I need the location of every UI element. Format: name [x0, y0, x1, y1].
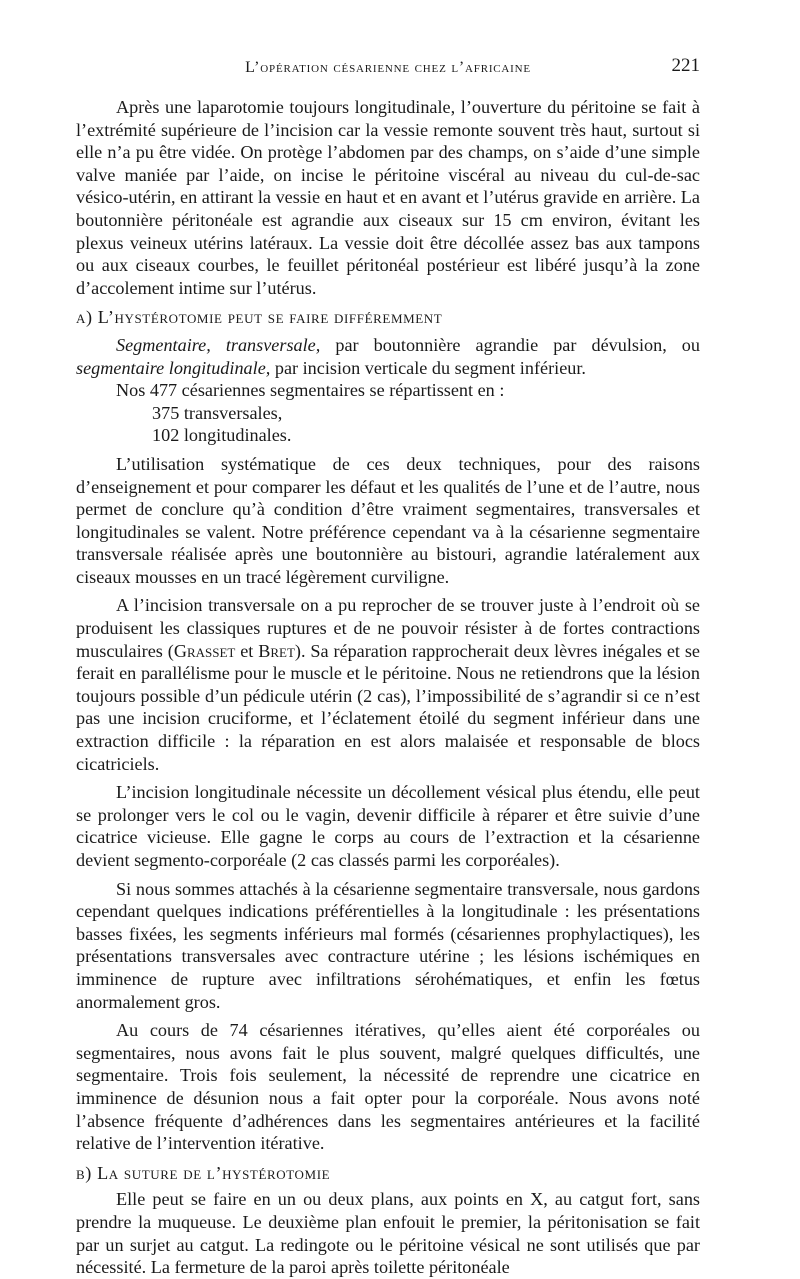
text-segment: par incision verticale du segment inférieur. [270, 357, 586, 378]
page-number: 221 [671, 55, 700, 76]
paragraph-incision-longitudinale: L’incision longitudinale nécessite un décollement vésical plus étendu, elle peut se prolonger vers le col ou le vagin, devenir difficile à réparer et être suivie d’une cicatrice vicieuse. Elle gagne le corps au cours de l’extraction et la césarienne devient segmento-corporéale (2 cas classés parmi les corporéales). [76, 782, 700, 870]
running-title: L’opération césarienne chez l’africaine [245, 59, 531, 76]
list-item-transversales: 375 transversales, [152, 402, 283, 423]
list-item-longitudinales: 102 longitudinales. [152, 425, 292, 446]
paragraph-laparotomy: Après une laparotomie toujours longitudinale, l’ouverture du péritoine se fait à l’extrémité supérieure de l’incision car la vessie remonte souvent très haut, surtout si elle n’a pu être vidée. On protège l’abdomen par des champs, on s’aide d’une simple valve maniée par l’aide, on incise le péritoine viscéral au niveau du cul-de-sac vésico-utérin, en attirant la vessie en haut et en avant et l’utérus gravide en arrière. La boutonnière péritonéale est agrandie aux ciseaux sur 15 cm environ, évitant les plexus veineux utérins latéraux. La vessie doit être décollée assez bas aux tampons ou aux ciseaux courbes, le feuillet péritonéal postérieur est libéré jusqu’à la zone d’accolement intime sur l’utérus. [76, 97, 700, 298]
section-heading-b: b) La suture de l’hystérotomie [76, 1162, 331, 1183]
page-header [76, 57, 700, 81]
paragraph-distribution: Nos 477 césariennes segmentaires se répartissent en : [116, 380, 505, 401]
paragraph-indications: Si nous sommes attachés à la césarienne segmentaire transversale, nous gardons cependant quelques indications préférentielles à la longitudinale : les présentations basses fixées, les segments inférieurs mal formés (césariennes prophylactiques), les présentations transversales avec contracture utérine ; les lésions ischémiques en imminence de rupture avec infiltrations sérohématiques, et enfin les fœtus anormalement gros. [76, 878, 700, 1012]
text-segment: A l’incision transversale on a pu reprocher de se trouver juste à l’endroit où se produisent les classiques ruptures et de ne pouvoir résister à de fortes contractions musculaires ( [76, 595, 700, 661]
paragraph-incision-transversale [76, 594, 700, 775]
text-segment: et [235, 640, 259, 661]
section-heading-a: a) L’hystérotomie peut se faire différemment [76, 307, 443, 328]
emphasis-longitudinale: segmentaire longitudinale, [76, 357, 271, 378]
page-body [76, 96, 700, 1279]
author-name: Grasset [173, 640, 236, 661]
paragraph-techniques [76, 334, 700, 379]
text-segment: ). Sa réparation rapprocherait deux lèvres inégales et se ferait en parallélisme pour le muscle et le péritoine. Nous ne retiendrons que la lésion toujours possible d’un pédicule utérin (2 cas), l’impossibilité de s’agrandir si ce n’est pas une incision cruciforme, et l’éclatement étoilé du segment inférieur dans une extraction difficile : la réparation en est alors malaisée et responsable de blocs cicatriciels. [76, 640, 700, 774]
emphasis-transversale: Segmentaire, transversale, [116, 334, 321, 355]
paragraph-suture: Elle peut se faire en un ou deux plans, aux points en X, au catgut fort, sans prendre la muqueuse. Le deuxième plan enfouit le premier, la péritonisation se fait par un surjet au catgut. La redingote ou le péritoine vésical ne sont utilisés que par nécessité. La fermeture de la paroi après toilette péritonéale [76, 1189, 700, 1278]
author-name: Bret [258, 640, 295, 661]
paragraph-utilisation: L’utilisation systématique de ces deux techniques, pour des raisons d’enseignement et pour comparer les défaut et les qualités de l’une et de l’autre, nous permet de conclure qu’à condition d’être vraiment segmentaires, transversales et longitudinales se valent. Notre préférence cependant va à la césarienne segmentaire transversale réalisée après une boutonnière au bistouri, agrandie latéralement aux ciseaux mousses en un tracé légèrement curviligne. [76, 453, 700, 587]
text-segment: par boutonnière agrandie par dévulsion, ou [320, 334, 700, 355]
paragraph-iteratives: Au cours de 74 césariennes itératives, qu’elles aient été corporéales ou segmentaires, nous avons fait le plus souvent, malgré quelques difficultés, une segmentaire. Trois fois seulement, la nécessité de reprendre une cicatrice en imminence de désunion nous a fait opter pour la corporéale. Nous avons noté l’absence fréquente d’adhérences dans les segmentaires antérieures et la facilité relative de l’intervention itérative. [76, 1020, 700, 1154]
